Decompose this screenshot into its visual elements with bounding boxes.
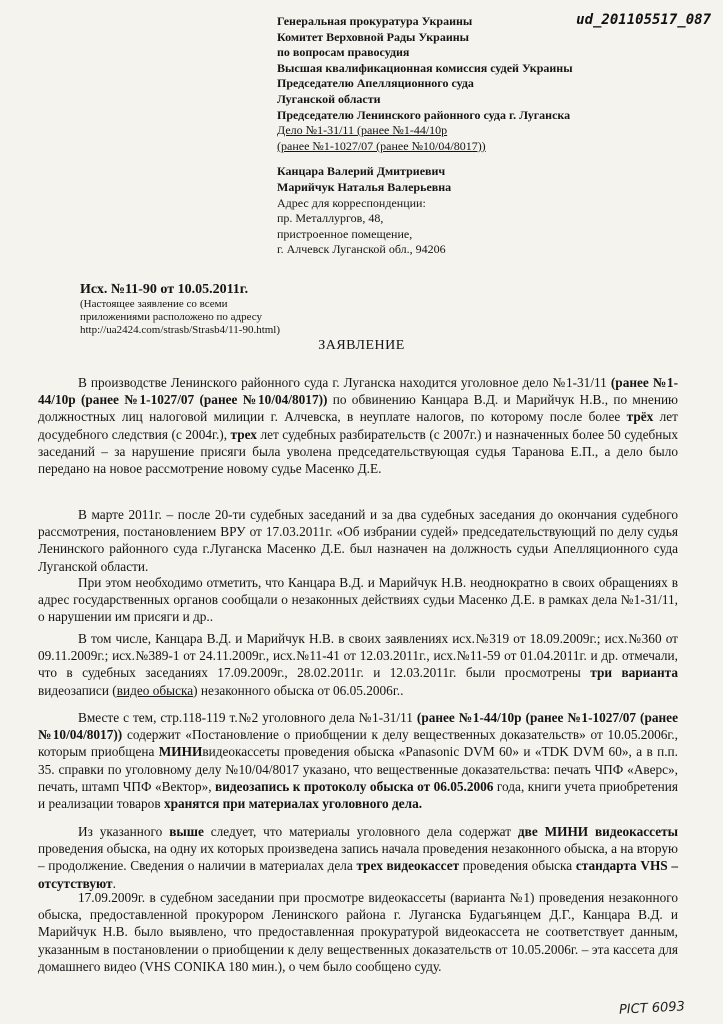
paragraph-1: В производстве Ленинского районного суда г. Луганска находится уголовное дело №1-31/11 (ранее №1-44/10р (ранее №1-1027/07 (ранее №10/04/8017)) по обвинению Канцара В.Д. и Марийчук Н.В., по мнению должностных лиц налоговой милиции г. Алчевска, в неуплате налогов, по которому после более трёх лет досудебного следствия (с 2004г.), трех лет судебных разбирательств (с 2007г.) и назначенных более 50 судебных заседаний – за нарушение присяги была уволена председательствующая судья Таранова Е.П., а дело было передано на новое рассмотрение новому судье Масенко Д.Е. — [38, 375, 679, 477]
paragraph-7: 17.09.2009г. в судебном заседании при просмотре видеокассеты (варианта №1) проведения незаконного обыска, предоставленной прокурором Ленинского района г. Луганска Будагьянцем Д.Г., Канцара В.Д. и Марийчук Н.В. было выявлено, что предоставленная прокуратурой видеокассета не соответствует данным, указанным в постановлении о приобщении к делу вещественных доказательств от 10.05.2006г. – эта кассета для домашнего видео (VHS CONIKA 180 мин.), о чем было сообщено суду. — [38, 890, 678, 974]
paragraph-5: Вместе с тем, стр.118-119 т.№2 уголовного дела №1-31/11 (ранее №1-44/10р (ранее №1-1027/07 (ранее №10/04/8017)) содержит «Постановление о приобщении к делу вещественных доказательств» от 10.05.2006г., которым приобщена МИНИвидеокассеты проведения обыска «Panasonic DVM 60» и «TDK DVM 60», а в п.п. 35. справки по уголовному делу №10/04/8017 указано, что вещественные доказательства: печать ЧПФ «Аверс», печать, штамп ЧПФ «Вектор», видеозапись к протоколу обыска от 06.05.2006 года, книги учета приобретения и реализации товаров хранятся при материалах уголовного дела. — [38, 710, 679, 812]
outgoing-reference — [80, 282, 340, 337]
address-line: пр. Металлургов, 48, — [277, 211, 384, 226]
handwritten-signature: РІСТ 6093 — [618, 999, 686, 1018]
addressee-line: Комитет Верховной Рады Украины — [277, 29, 470, 44]
addressee-line: Генеральная прокуратура Украины — [277, 14, 473, 28]
address-line: г. Алчевск Луганской обл., 94206 — [277, 242, 446, 257]
paragraph-6: Из указанного выше следует, что материалы уголовного дела содержат две МИНИ видеокассеты проведения обыска, на одну их которых произведена запись начала проведения незаконного обыска, а на вторую – продолжение. Сведения о наличии в материалах дела трех видеокассет проведения обыска стандарта VHS – отсутствуют. — [38, 824, 679, 891]
outgoing-note: приложениями расположено по адресу — [80, 311, 262, 323]
sender-name: Марийчук Наталья Валерьевна — [277, 179, 452, 194]
document-id: ud_201105517_087 — [576, 12, 711, 28]
paragraph-2: В марте 2011г. – после 20-ти судебных заседаний и за два судебных заседания до окончания судебного рассмотрения, постановлением ВРУ от 17.03.2011г. «Об избрании судей» председательствующий по делу судья Ленинского районного суда г.Луганска Масенко Д.Е. был назначен на должность судьи Апелляционного суда Луганской области. — [38, 507, 678, 574]
sender-name: Канцара Валерий Дмитриевич — [277, 164, 446, 179]
case-number-line: Дело №1-31/11 (ранее №1-44/10р — [277, 123, 448, 138]
document-title: ЗАЯВЛЕНИЕ — [318, 338, 405, 353]
paragraph-3: При этом необходимо отметить, что Канцара В.Д. и Марийчук Н.В. неоднократно в своих обращениях в адрес государственных органов сообщали о незаконных действиях судьи Масенко Д.Е. в рамках дела №1-31/11, о нарушении им присяги и др.. — [38, 575, 678, 625]
outgoing-note: (Настоящее заявление со всеми — [80, 298, 228, 310]
addressee-line: Председателю Апелляционного суда — [277, 76, 474, 91]
address-label: Адрес для корреспонденции: — [277, 195, 426, 210]
paragraph-4: В том числе, Канцара В.Д. и Марийчук Н.В. в своих заявлениях исх.№319 от 18.09.2009г.; исх.№360 от 09.11.2009г.; исх.№389-1 от 24.11.2009г., исх.№11-41 от 12.03.2011г., исх.№11-59 от 01.04.2011г. и др. отмечали, что в судебных заседаниях 17.09.2009г., 28.02.2011г. и 12.03.2011г. были просмотрены три варианта видеозаписи (видео обыска) незаконного обыска от 06.05.2006г.. — [38, 631, 678, 698]
addressee-line: Высшая квалификационная комиссия судей Украины — [277, 60, 573, 75]
address-line: пристроенное помещение, — [277, 226, 413, 241]
addressee-line: Луганской области — [277, 91, 381, 106]
case-number-line: (ранее №1-1027/07 (ранее №10/04/8017)) — [277, 138, 486, 153]
addressee-line: Председателю Ленинского районного суда г. Луганска — [277, 107, 571, 122]
outgoing-link[interactable]: http://ua2424.com/strasb/Strasb4/11-90.html) — [80, 324, 281, 336]
addressee-line: по вопросам правосудия — [277, 45, 410, 60]
video-link[interactable]: видео обыска — [116, 682, 194, 698]
addressee-block — [277, 14, 677, 258]
outgoing-number: Исх. №11-90 от 10.05.2011г. — [80, 282, 249, 297]
